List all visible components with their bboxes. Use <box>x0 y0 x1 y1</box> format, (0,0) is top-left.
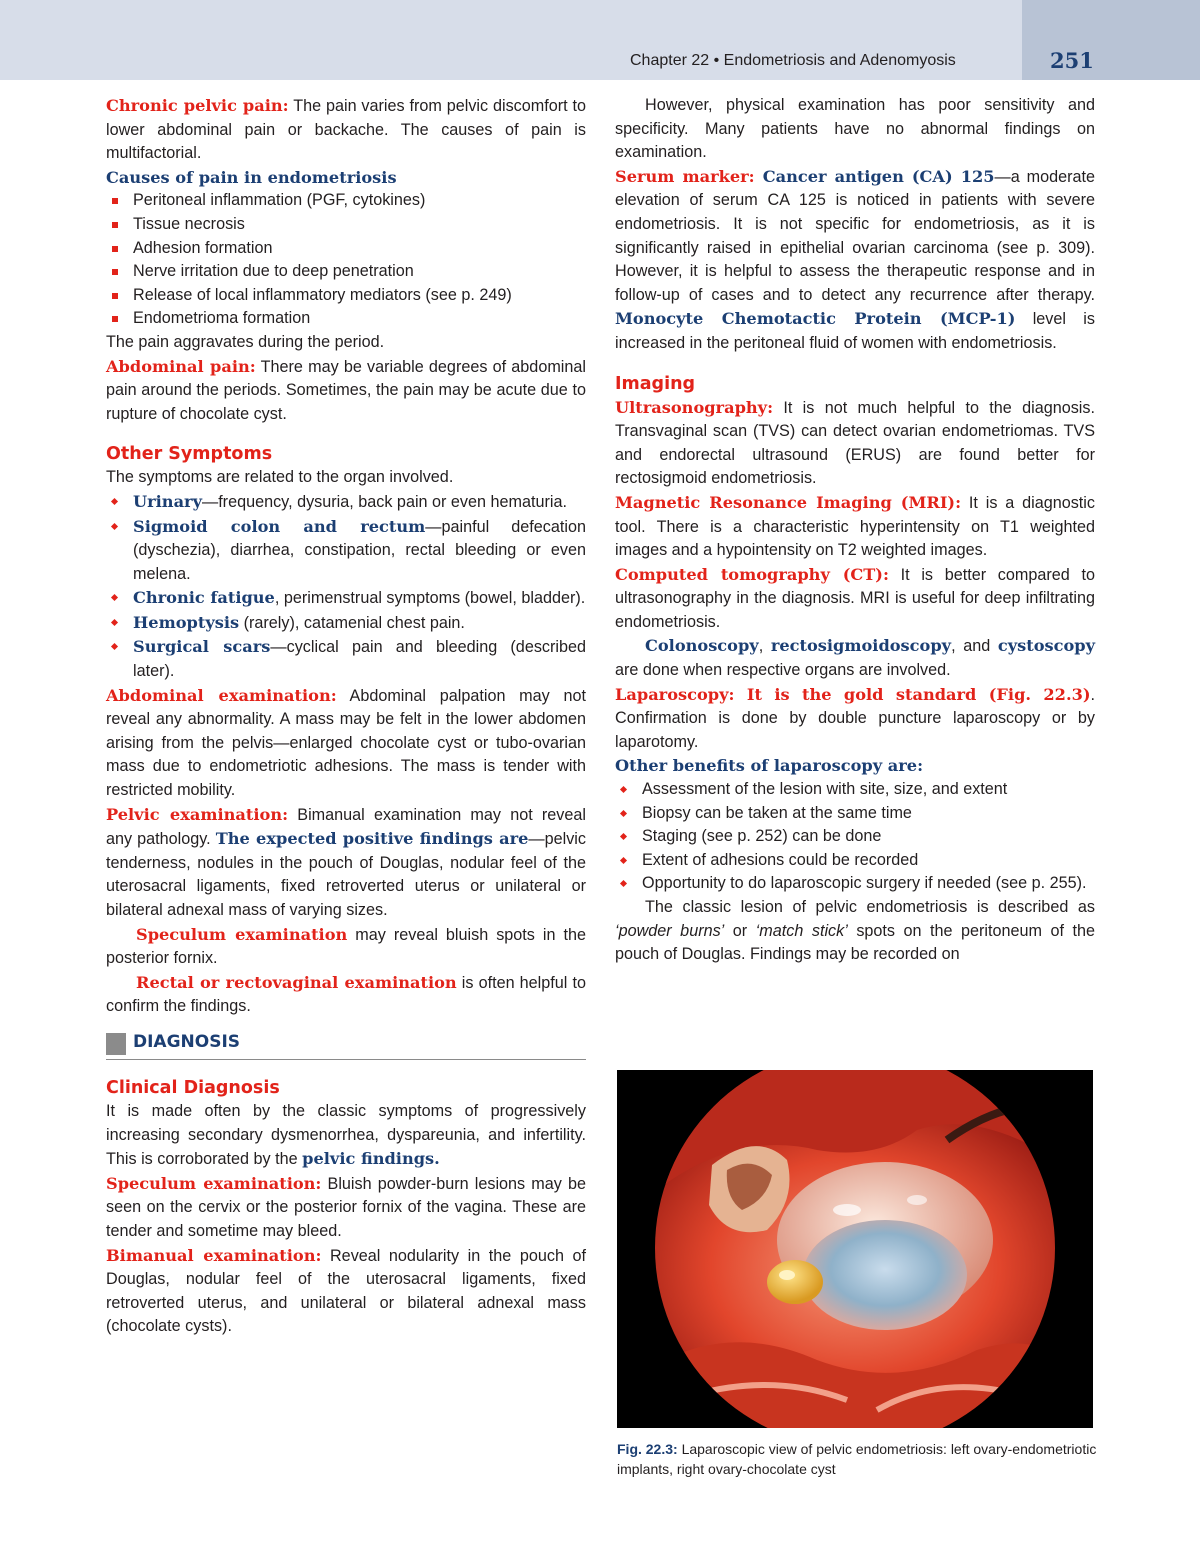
benefits-list <box>615 778 1095 896</box>
diagnosis-section-header <box>106 1031 586 1060</box>
symptoms-list <box>106 490 586 684</box>
laparoscopy-gold-standard: It is the gold standard (Fig. 22.3) <box>734 684 1091 704</box>
symptom-term: Sigmoid colon and rectum <box>133 516 426 536</box>
laparoscopy-text: . Confirmation is done by double puncture laparoscopy or by laparotomy. <box>615 685 1095 751</box>
pelvic-exam-paragraph <box>106 803 586 923</box>
list-item <box>106 635 586 683</box>
cystoscopy-term: cystoscopy <box>997 636 1095 656</box>
scopy-paragraph <box>615 634 1095 682</box>
ultrasound-paragraph <box>615 396 1095 491</box>
right-column <box>615 94 1095 967</box>
chronic-pain-label: Chronic pelvic pain: <box>106 96 289 115</box>
section-marker <box>106 1033 126 1055</box>
causes-list <box>106 189 586 331</box>
speculum-exam-text: Bluish powder-burn lesions may be seen on the cervix or the posterior fornix of the vagina. These are tender and sometime may bleed. <box>106 1174 586 1240</box>
symptom-term: Chronic fatigue <box>133 588 275 608</box>
list-item <box>106 611 586 636</box>
aggravates-text: The pain aggravates during the period. <box>106 332 385 351</box>
classic-text-cont: spots on the peritoneum of the pouch of Douglas. Findings may be recorded on <box>615 921 1095 964</box>
list-item <box>106 490 586 515</box>
bimanual-text: Reveal nodularity in the pouch of Douglas, nodular feel of the uterosacral ligaments, fixed retroverted uterus, and unilateral or bilateral adnexal mass (chocolate cysts). <box>106 1246 586 1336</box>
separator: or <box>724 921 756 940</box>
diagnosis-heading: DIAGNOSIS <box>133 1031 241 1052</box>
clinical-diagnosis-paragraph <box>106 1100 586 1172</box>
abdominal-pain-paragraph <box>106 355 586 427</box>
list-item: Nerve irritation due to deep penetration <box>106 260 586 284</box>
laparoscopy-paragraph <box>615 683 1095 755</box>
rectosigmoidoscopy-term: rectosigmoidoscopy <box>770 636 952 656</box>
serum-text: —a moderate elevation of serum CA 125 is noticed in patients with severe endometriosis. It is not specific for endometriosis, as it is significantly raised in epithelial ovarian carcinoma (see p. 309). However, it is helpful to assess the therapeutic response and in follow-up of cases and to detect any recurrence after therapy. <box>615 167 1095 304</box>
causes-heading: Causes of pain in endometriosis <box>106 167 397 187</box>
symptom-text: —painful defecation (dyschezia), diarrhea, constipation, rectal bleeding or even melena. <box>133 517 586 583</box>
symptom-term: Surgical scars <box>133 637 271 657</box>
list-item: Biopsy can be taken at the same time <box>615 802 1095 826</box>
bimanual-label: Bimanual examination: <box>106 1245 322 1265</box>
pelvic-exam-label: Pelvic examination: <box>106 804 289 824</box>
list-item: Opportunity to do laparoscopic surgery if needed (see p. 255). <box>615 872 1095 896</box>
ct-label: Computed tomography (CT): <box>615 564 889 584</box>
figure-label: Fig. 22.3: <box>617 1441 678 1457</box>
powder-burns-term: ‘powder burns’ <box>615 921 725 940</box>
match-stick-term: ‘match stick’ <box>755 921 848 940</box>
symptom-text: —cyclical pain and bleeding (described later). <box>133 638 587 681</box>
speculum-paragraph <box>106 923 586 971</box>
laparoscopic-figure <box>617 1070 1093 1428</box>
pelvic-exam-findings: The expected positive findings are <box>215 829 529 849</box>
mcp-term: Monocyte Chemotactic Protein (MCP-1) <box>615 309 1016 329</box>
rectal-paragraph <box>106 971 586 1019</box>
laparoscopy-label: Laparoscopy: <box>615 684 735 704</box>
list-item: Staging (see p. 252) can be done <box>615 825 1095 849</box>
list-item: Assessment of the lesion with site, size, and extent <box>615 778 1095 802</box>
mri-label: Magnetic Resonance Imaging (MRI): <box>615 492 962 512</box>
chronic-pain-text: The pain varies from pelvic discomfort to lower abdominal pain or backache. The causes of pain is multifactorial. <box>106 97 586 163</box>
speculum-exam-paragraph <box>106 1172 586 1244</box>
serum-label: Serum marker: <box>615 166 755 186</box>
other-symptoms-heading: Other Symptoms <box>106 444 273 465</box>
bimanual-paragraph <box>106 1244 586 1339</box>
list-item: Peritoneal inflammation (PGF, cytokines) <box>106 189 586 213</box>
pelvic-exam-text-cont: —pelvic tenderness, nodules in the pouch of Douglas, nodular feel of the uterosacral ligaments, fixed retroverted uterus or unilateral or bilateral adnexal mass of varying sizes. <box>106 830 586 919</box>
abdominal-exam-paragraph <box>106 684 586 803</box>
speculum-text: may reveal bluish spots in the posterior fornix. <box>106 925 586 968</box>
abdominal-pain-text: There may be variable degrees of abdominal pain around the periods. Sometimes, the pain may be acute due to rupture of chocolate cyst. <box>106 357 586 423</box>
clinical-findings: pelvic findings. <box>302 1149 440 1169</box>
symptom-text: —frequency, dysuria, back pain or even hematuria. <box>202 492 568 511</box>
colonoscopy-term: Colonoscopy <box>645 636 759 656</box>
ct-text: It is better compared to ultrasonography in the diagnosis. MRI is useful for deep infiltrating endometriosis. <box>615 565 1095 631</box>
classic-text: The classic lesion of pelvic endometriosis is described as <box>645 898 1095 916</box>
abdominal-pain-label: Abdominal pain: <box>106 356 256 376</box>
abdominal-exam-label: Abdominal examination: <box>106 685 337 705</box>
classic-lesion-paragraph <box>615 896 1095 967</box>
speculum-label: Speculum examination <box>136 924 348 944</box>
mri-text: It is a diagnostic tool. There is a characteristic hyperintensity on T1 weighted images and a hypointensity on T2 weighted images. <box>615 493 1095 560</box>
ultrasound-label: Ultrasonography: <box>615 397 774 417</box>
separator: , <box>758 637 771 656</box>
serum-marker-paragraph <box>615 165 1095 356</box>
serum-ca125: Cancer antigen (CA) 125 <box>754 166 995 186</box>
rectal-label: Rectal or rectovaginal examination <box>136 972 457 992</box>
symptom-term: Urinary <box>133 491 202 511</box>
speculum-exam-label: Speculum examination: <box>106 1173 322 1193</box>
running-title: Chapter 22 • Endometriosis and Adenomyosis <box>630 52 956 69</box>
ultrasound-text: It is not much helpful to the diagnosis. Transvaginal scan (TVS) can detect ovarian endometriomas. TVS and endorectal ultrasound (ERUS) are found better for rectosigmoid endometriosis. <box>615 398 1095 488</box>
list-item <box>106 586 586 611</box>
running-header <box>630 48 1094 73</box>
pelvic-exam-text: Bimanual examination may not reveal any pathology. <box>106 805 586 849</box>
list-item: Tissue necrosis <box>106 213 586 237</box>
scopy-text: are done when respective organs are involved. <box>615 661 951 680</box>
figure-caption-text: Laparoscopic view of pelvic endometriosis: left ovary-endometriotic implants, right ovary-chocolate cyst <box>617 1441 1097 1477</box>
list-item: Release of local inflammatory mediators (see p. 249) <box>106 284 586 308</box>
list-item: Extent of adhesions could be recorded <box>615 849 1095 873</box>
ct-paragraph <box>615 563 1095 635</box>
symptom-term: Hemoptysis <box>133 612 240 632</box>
clinical-diagnosis-heading: Clinical Diagnosis <box>106 1077 280 1098</box>
symptom-text: (rarely), catamenial chest pain. <box>239 613 465 632</box>
left-column <box>106 94 586 1339</box>
mri-paragraph <box>615 491 1095 563</box>
chronic-pain-paragraph <box>106 94 586 166</box>
list-item: Adhesion formation <box>106 237 586 261</box>
list-item: Endometrioma formation <box>106 307 586 331</box>
clinical-text: It is made often by the classic symptoms of progressively increasing secondary dysmenorrhea, dyspareunia, and infertility. This is corroborated by the <box>106 1101 586 1169</box>
imaging-heading: Imaging <box>615 373 696 394</box>
symptom-text: , perimenstrual symptoms (bowel, bladder). <box>274 589 586 608</box>
figure-caption <box>617 1439 1097 1479</box>
rectal-text: is often helpful to confirm the findings. <box>106 973 586 1016</box>
however-paragraph: However, physical examination has poor sensitivity and specificity. Many patients have no abnormal findings on examination. <box>615 96 1095 162</box>
mcp-text: level is increased in the peritoneal fluid of women with endometriosis. <box>615 310 1095 352</box>
benefits-heading: Other benefits of laparoscopy are: <box>615 756 924 776</box>
laparoscopic-image <box>617 1070 1093 1428</box>
separator: , and <box>951 637 998 656</box>
list-item <box>106 515 586 587</box>
abdominal-exam-text: Abdominal palpation may not reveal any abnormality. A mass may be felt in the lower abdomen arising from the pelvis—enlarged chocolate cyst or tubo-ovarian mass due to endometriotic adhesions. The mass is tender with restricted mobility. <box>106 686 586 800</box>
other-symptoms-intro: The symptoms are related to the organ involved. <box>106 468 454 487</box>
page-number: 251 <box>1050 48 1094 73</box>
